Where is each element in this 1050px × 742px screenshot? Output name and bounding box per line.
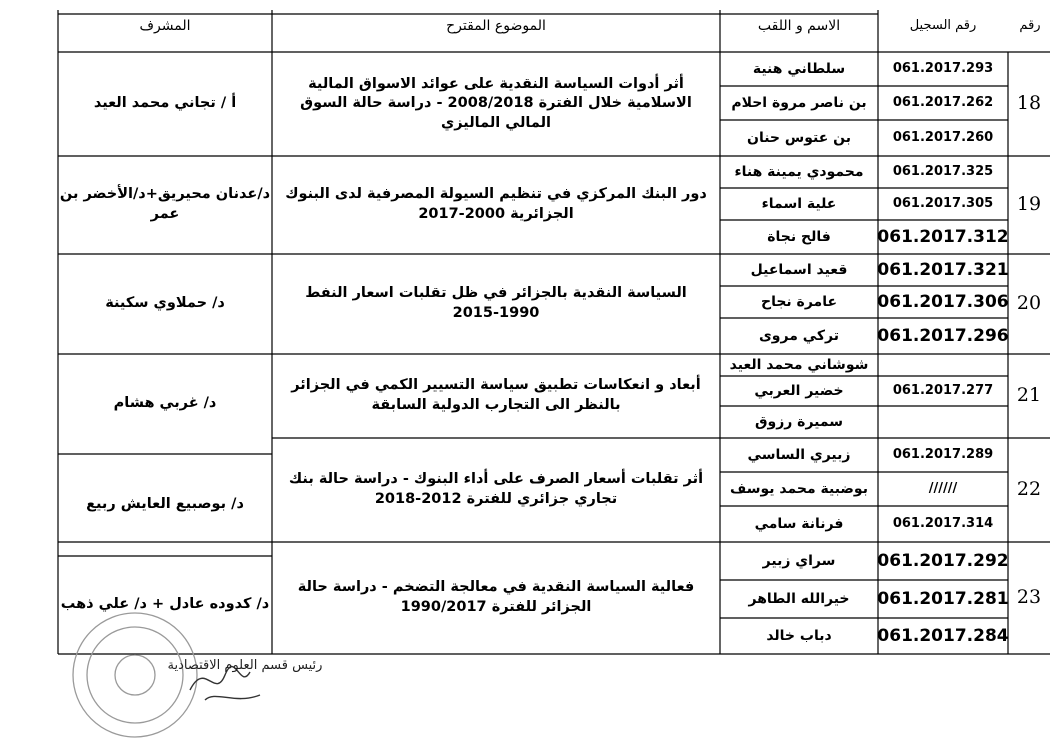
- student-name: بن عتوس حنان: [747, 129, 851, 146]
- row-number: 20: [1016, 292, 1042, 315]
- header-number: رقم: [1019, 18, 1041, 33]
- topic-cell: السياسة النقدية بالجزائر في ظل تقلبات اسعار النفط 1990-2015: [305, 285, 687, 321]
- student-name: خيرالله الطاهر: [748, 590, 850, 607]
- student-name: قعيد اسماعيل: [750, 261, 848, 278]
- student-name: تركي مروى: [758, 327, 840, 344]
- department-head-label: رئيس قسم العلوم الاقتصادية: [167, 658, 323, 673]
- student-name: شوشاني محمد العيد: [729, 356, 869, 373]
- supervisor-cell: د/ حملاوي سكينة: [105, 295, 225, 312]
- header-registration: رقم السجيل: [909, 18, 977, 33]
- registration-number: 061.2017.325: [892, 164, 994, 180]
- student-name: سميرة رزوق: [754, 413, 844, 430]
- registration-number: 061.2017.289: [892, 447, 994, 463]
- row-number: 21: [1016, 384, 1042, 407]
- registration-number: 061.2017.305: [892, 196, 994, 212]
- registration-number: 061.2017.293: [892, 61, 994, 77]
- student-name: فرنانة سامي: [754, 515, 844, 532]
- student-name: علية اسماء: [761, 195, 837, 212]
- registration-number: 061.2017.296: [877, 325, 1009, 346]
- row-number: 22: [1016, 478, 1042, 501]
- student-name: زبيري الساسي: [747, 446, 851, 463]
- supervisor-cell: د/ كدوده عادل + د/ علي ذهب: [60, 596, 270, 613]
- supervisor-cell: د/ بوصبيع العايش ربيع: [86, 496, 244, 513]
- student-name: محمودي يمينة هناء: [734, 163, 864, 180]
- row-number: 23: [1016, 586, 1042, 609]
- student-name: بوضبية محمد يوسف: [730, 480, 868, 497]
- student-name: فالح نجاة: [767, 228, 831, 245]
- registration-number: 061.2017.262: [892, 95, 994, 111]
- student-name: عامرة نجاح: [760, 293, 838, 310]
- topic-cell: أثر أدوات السياسة النقدية على عوائد الاسواق المالية الاسلامية خلال الفترة 2008/2018 - دراسة حالة السوق المالي الماليزي: [300, 75, 692, 131]
- registration-number: 061.2017.292: [877, 550, 1009, 571]
- supervisor-cell: أ / تجاني محمد العيد: [93, 95, 237, 112]
- registration-number: 061.2017.284: [877, 625, 1009, 646]
- registration-number: [878, 354, 1008, 376]
- registration-number: 061.2017.306: [877, 291, 1009, 312]
- registration-number: //////: [928, 481, 958, 497]
- student-name: سلطاني هنية: [752, 60, 846, 77]
- supervisor-cell: د/ غربي هشام: [113, 395, 217, 412]
- topic-cell: فعالية السياسة النقدية في معالجة التضخم - دراسة حالة الجزائر للفترة 1990/2017: [297, 579, 695, 615]
- registration-number: 061.2017.260: [892, 130, 994, 146]
- header-name: الاسم و اللقب: [757, 18, 841, 34]
- student-name: خضير العربي: [754, 382, 844, 399]
- topic-cell: أثر تقلبات أسعار الصرف على أداء البنوك - دراسة حالة بنك تجاري جزائري للفترة 2012-2018: [288, 471, 704, 507]
- topic-cell: أبعاد و انعكاسات تطبيق سياسة التسيير الكمي في الجزائر بالنظر الى التجارب الدولية السابقة: [291, 377, 701, 413]
- student-name: بن ناصر مروة احلام: [731, 94, 867, 111]
- registration-number: 061.2017.277: [892, 383, 994, 399]
- header-topic: الموضوع المقترح: [446, 18, 546, 34]
- topic-cell: دور البنك المركزي في تنظيم السيولة المصرفية لدى البنوك الجزائرية 2000-2017: [285, 186, 707, 222]
- student-name: سراي زبير: [762, 552, 836, 569]
- row-number: 19: [1016, 193, 1042, 216]
- registration-number: 061.2017.314: [892, 516, 994, 532]
- row-number: 18: [1016, 92, 1042, 115]
- registration-number: 061.2017.321: [877, 259, 1009, 280]
- student-name: دباب خالد: [766, 627, 832, 644]
- supervisor-cell: د/عدنان محيريق+د/الأخضر بن عمر: [59, 186, 271, 222]
- header-supervisor: المشرف: [139, 18, 191, 34]
- registration-number: 061.2017.281: [877, 588, 1009, 609]
- registration-number: 061.2017.312: [877, 226, 1009, 247]
- registration-number: [878, 406, 1008, 438]
